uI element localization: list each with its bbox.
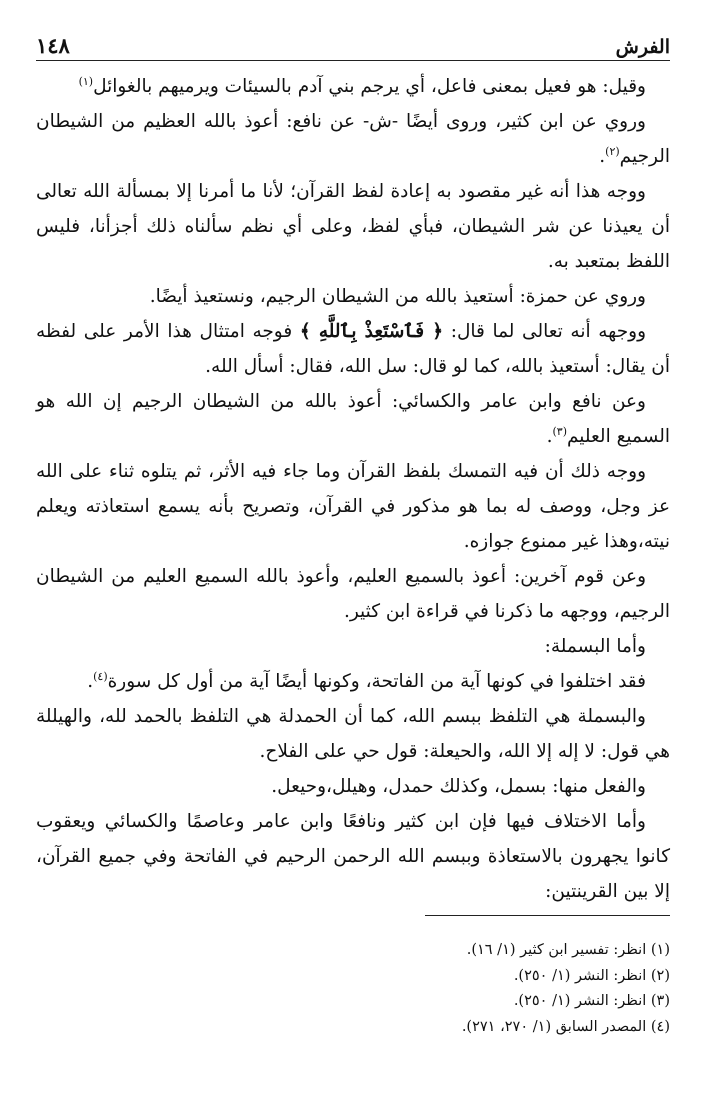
paragraph-2: وروي عن ابن كثير، وروى أيضًا -ش- عن نافع: أعوذ بالله العظيم من الشيطان الرجيم$^{(٢)}$. (36, 111, 670, 167)
paragraph-3: ووجه هذا أنه غير مقصود به إعادة لفظ القرآن؛ لأنا ما أمرنا إلا بمسألة الله تعالى أن يعيذنا عن شر الشيطان، فبأي لفظ، وعلى أي نظم سألناه ذلك أجزأنا، فليس اللفظ بمتعبد به. (36, 181, 670, 272)
paragraph-4: وروي عن حمزة: أستعيذ بالله من الشيطان الرجيم، ونستعيذ أيضًا. (149, 286, 646, 307)
main-text (36, 69, 670, 909)
page-number: ١٤٨ (36, 33, 70, 58)
paragraph-7: ووجه ذلك أن فيه التمسك بلفظ القرآن وما جاء فيه الأثر، ثم يتلوه ثناء على الله عز وجل، ووصف له بما هو مذكور في القرآن، وتصريح بأنه يسمع استعاذته ويعلم نيته،وهذا غير ممنوع جوازه. (36, 461, 670, 552)
paragraph-9: وأما البسملة: (544, 636, 646, 657)
footnote-4: (٤) المصدر السابق (١/ ٢٧٠، ٢٧١). (461, 1018, 670, 1035)
paragraph-1: وقيل: هو فعيل بمعنى فاعل، أي يرجم بني آدم بالسيئات ويرميهم بالغوائل$^{(١)}$ (78, 74, 646, 97)
footnote-2: (٢) انظر: النشر (١/ ٢٥٠). (513, 967, 670, 984)
footnote-1: (١) انظر: تفسير ابن كثير (١/ ١٦). (466, 942, 670, 958)
paragraph-10: فقد اختلفوا في كونها آية من الفاتحة، وكونها أيضًا آية من أول كل سورة$^{(٤)}$. (87, 669, 646, 692)
paragraph-6: وعن نافع وابن عامر والكسائي: أعوذ بالله من الشيطان الرجيم إن الله هو السميع العليم$^{(٣)}$. (36, 391, 670, 447)
paragraph-5: ووجهه أنه تعالى لما قال: ﴿ فَٱسْتَعِذْ بِٱللَّهِ ﴾ فوجه امتثال هذا الأمر على لفظه أن يقال: أستعيذ بالله، كما لو قال: سل الله، فقال: أسأل الله. (36, 321, 670, 377)
paragraph-11: والبسملة هي التلفظ ببسم الله، كما أن الحمدلة هي التلفظ بالحمد لله، والهيللة هي قول: لا إله إلا الله، والحيعلة: قول حي على الفلاح. (36, 706, 670, 762)
footnote-ref-1: (١) (78, 74, 94, 88)
chapter-title: الفرش (615, 36, 670, 58)
paragraph-12: والفعل منها: بسمل، وكذلك حمدل، وهيلل،وحيعل. (271, 776, 646, 797)
footnotes (36, 938, 670, 1040)
footnote-ref-3: (٣) (552, 424, 567, 438)
footnote-ref-4: (٤) (93, 669, 108, 683)
paragraph-13: وأما الاختلاف فيها فإن ابن كثير ونافعًا وابن عامر وعاصمًا والكسائي ويعقوب كانوا يجهرون بالاستعاذة وببسم الله الرحمن الرحيم في الفاتحة وفي جميع القرآن، إلا بين القرينتين: (36, 811, 670, 902)
footnote-ref-2: (٢) (605, 144, 620, 158)
footnote-separator (425, 915, 670, 916)
footnote-3: (٣) انظر: النشر (١/ ٢٥٠). (513, 993, 670, 1009)
page (36, 30, 670, 1090)
running-header (36, 30, 670, 61)
quran-verse: ﴿ فَٱسْتَعِذْ بِٱللَّهِ ﴾ (299, 321, 444, 342)
paragraph-8: وعن قوم آخرين: أعوذ بالسميع العليم، وأعوذ بالله السميع العليم من الشيطان الرجيم، ووجهه ما ذكرنا في قراءة ابن كثير. (36, 566, 670, 622)
